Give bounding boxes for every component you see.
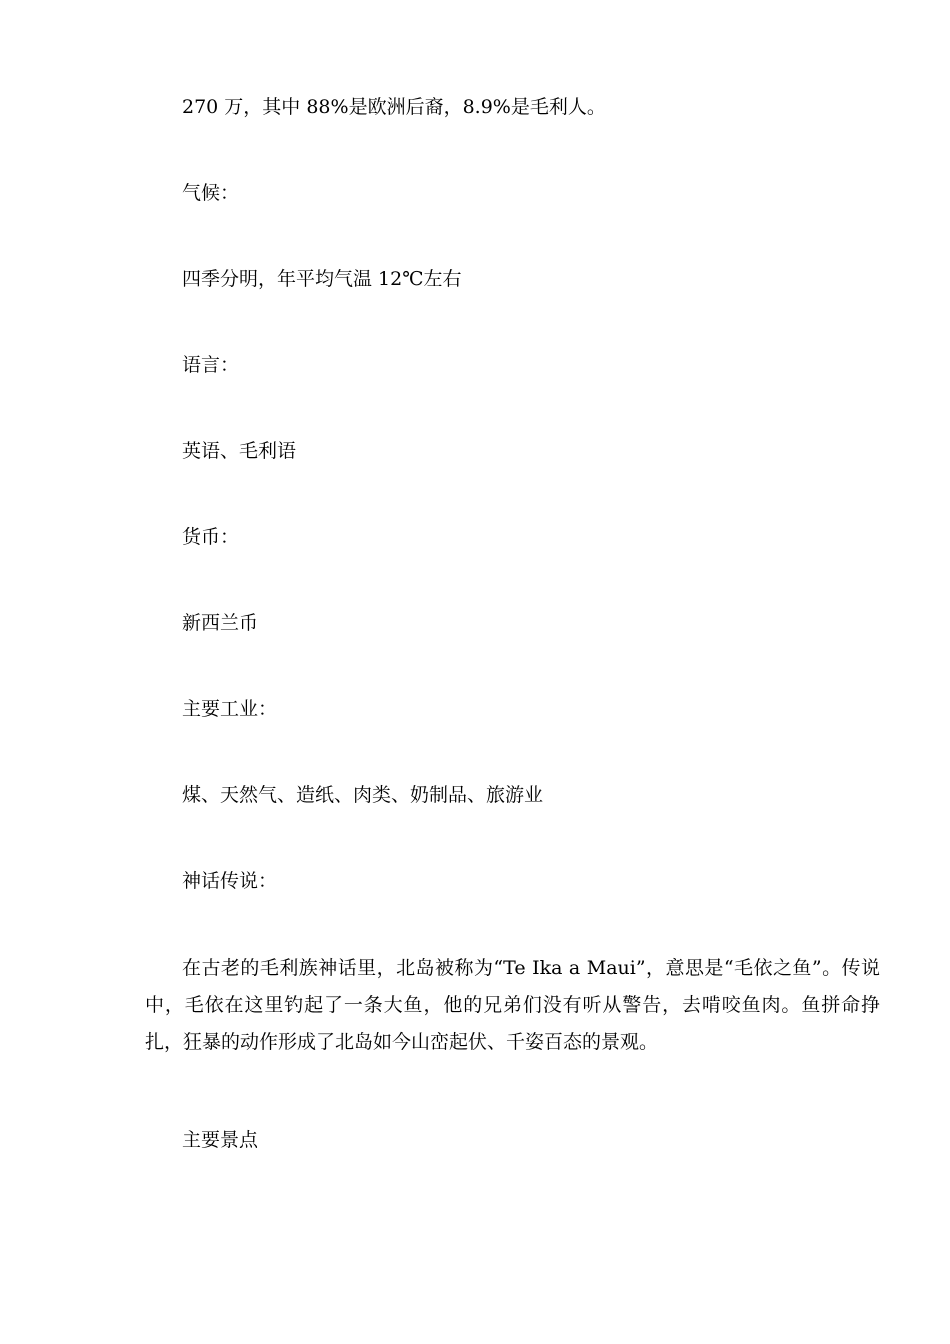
population-line: 270 万，其中 88%是欧洲后裔，8.9%是毛利人。 [182,96,606,118]
currency-text: 新西兰币 [182,612,259,634]
legend-heading: 神话传说： [182,870,278,892]
currency-heading: 货币： [182,526,240,548]
language-heading: 语言： [182,354,240,376]
climate-heading: 气候： [182,182,240,204]
industry-heading: 主要工业： [182,698,278,720]
climate-text: 四季分明，年平均气温 12℃左右 [182,268,462,290]
industry-text: 煤、天然气、造纸、肉类、奶制品、旅游业 [182,784,544,806]
legend-paragraph: 在古老的毛利族神话里，北岛被称为“Te Ika a Maui”，意思是“毛依之鱼”。传说中，毛依在这里钓起了一条大鱼，他的兄弟们没有听从警告，去啃咬鱼肉。鱼拼命挣扎，狂暴的动作形成了北岛如今山峦起伏、千姿百态的景观。 [145,957,880,1053]
attractions-heading: 主要景点 [182,1129,259,1151]
language-text: 英语、毛利语 [182,440,297,462]
